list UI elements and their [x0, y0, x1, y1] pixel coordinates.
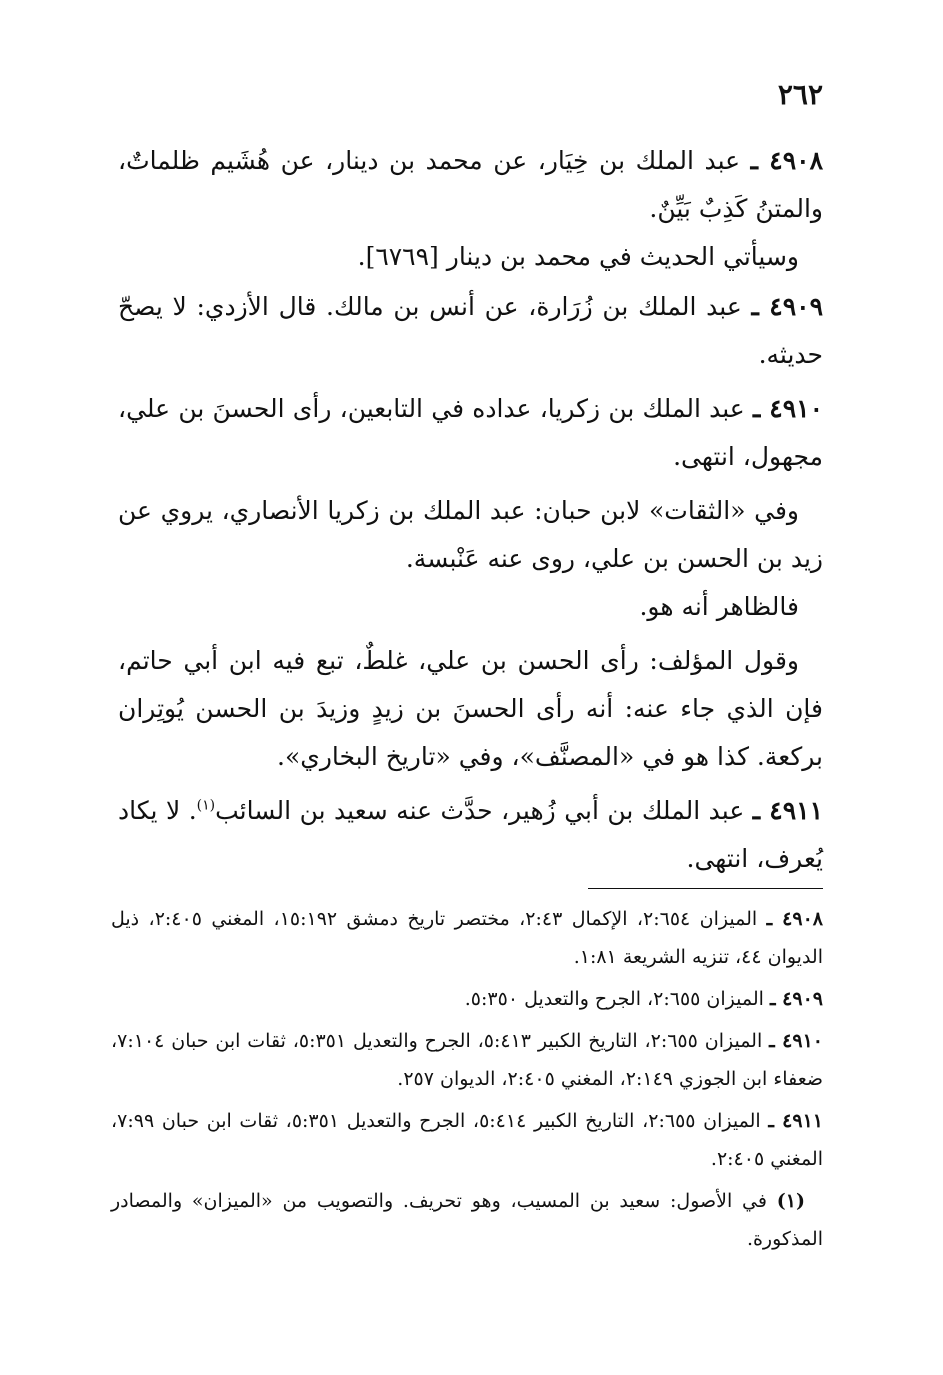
footnote-1: [111, 1182, 823, 1258]
footnote-text: الميزان ٢:٦٥٥، الجرح والتعديل ٥:٣٥٠.: [464, 988, 764, 1010]
entry-text: فالظاهر أنه هو.: [639, 592, 799, 621]
entry-text: وسيأتي الحديث في محمد بن دينار [٦٧٦٩].: [357, 242, 799, 271]
footnote-text: في الأصول: سعيد بن المسيب، وهو تحريف. والتصويب من «الميزان» والمصادر المذكورة.: [111, 1190, 823, 1250]
entry-number: ٤٩١١ ـ: [752, 796, 823, 825]
footnote-number: ٤٩١١ ـ: [768, 1110, 823, 1132]
entry-4909: [118, 283, 823, 379]
entry-text: وقول المؤلف: رأى الحسن بن علي، غلطٌ، تبع فيه ابن أبي حاتم، فإن الذي جاء عنه: أنه رأى الحسنَ بن زيدٍ وزيدَ بن الحسن يُوتِران بركعة. كذا هو في «المصنَّف»، وفي «تاريخ البخاري».: [118, 646, 823, 771]
footnote-text: الميزان ٢:٦٥٥، التاريخ الكبير ٥:٤١٣، الجرح والتعديل ٥:٣٥١، ثقات ابن حبان ٧:١٠٤، ضعفاء ابن الجوزي ٢:١٤٩، المغني ٢:٤٠٥، الديوان ٢٥٧.: [111, 1030, 823, 1090]
main-text: [118, 135, 823, 883]
footnote-separator: [588, 888, 823, 889]
footnote-4910: [111, 1022, 823, 1098]
footnote-reference: (١): [196, 797, 216, 814]
entry-4911: [118, 787, 823, 883]
entry-text: عبد الملك بن زكريا، عداده في التابعين، رأى الحسنَ بن علي، مجهول، انتهى.: [118, 394, 823, 471]
footnote-4909: [111, 980, 823, 1018]
entry-text: وفي «الثقات» لابن حبان: عبد الملك بن زكريا الأنصاري، يروي عن زيد بن الحسن بن علي، روى عنه عَنْبسة.: [118, 496, 823, 573]
entry-4910: [118, 385, 823, 481]
entry-number: ٤٩٠٩ ـ: [751, 292, 824, 321]
entry-note: [118, 637, 823, 781]
entry-number: ٤٩١٠ ـ: [752, 394, 823, 423]
entry-number: ٤٩٠٨ ـ: [750, 146, 824, 175]
entry-note: [118, 233, 823, 281]
footnote-number: ٤٩٠٩ ـ: [769, 988, 823, 1010]
entry-note: [118, 487, 823, 583]
entry-4908: [118, 137, 823, 233]
footnotes: [111, 900, 823, 1262]
footnote-number: ٤٩١٠ ـ: [769, 1030, 823, 1052]
footnote-4911: [111, 1102, 823, 1178]
entry-text: . لا يكاد يُعرف، انتهى.: [118, 796, 823, 873]
footnote-text: الميزان ٢:٦٥٤، الإكمال ٢:٤٣، مختصر تاريخ دمشق ١٥:١٩٢، المغني ٢:٤٠٥، ذيل الديوان ٤٤، تنزيه الشريعة ١:٨١.: [111, 908, 823, 968]
entry-text: عبد الملك بن زُرَارة، عن أنس بن مالك. قال الأزدي: لا يصحّ حديثه.: [118, 292, 823, 369]
entry-note: [118, 583, 823, 631]
entry-text: عبد الملك بن أبي زُهير، حدَّث عنه سعيد بن السائب: [215, 796, 745, 825]
footnote-number: (١): [776, 1190, 805, 1212]
footnote-number: ٤٩٠٨ ـ: [766, 908, 823, 930]
footnote-text: الميزان ٢:٦٥٥، التاريخ الكبير ٥:٤١٤، الجرح والتعديل ٥:٣٥١، ثقات ابن حبان ٧:٩٩، المغني ٢:٤٠٥.: [111, 1110, 823, 1170]
page-number: ٢٦٢: [777, 78, 823, 111]
entry-text: عبد الملك بن خِيَار، عن محمد بن دينار، عن هُشَيم ظلماتٌ، والمتنُ كَذِبٌ بَيِّنٌ.: [118, 146, 823, 223]
footnote-4908: [111, 900, 823, 976]
